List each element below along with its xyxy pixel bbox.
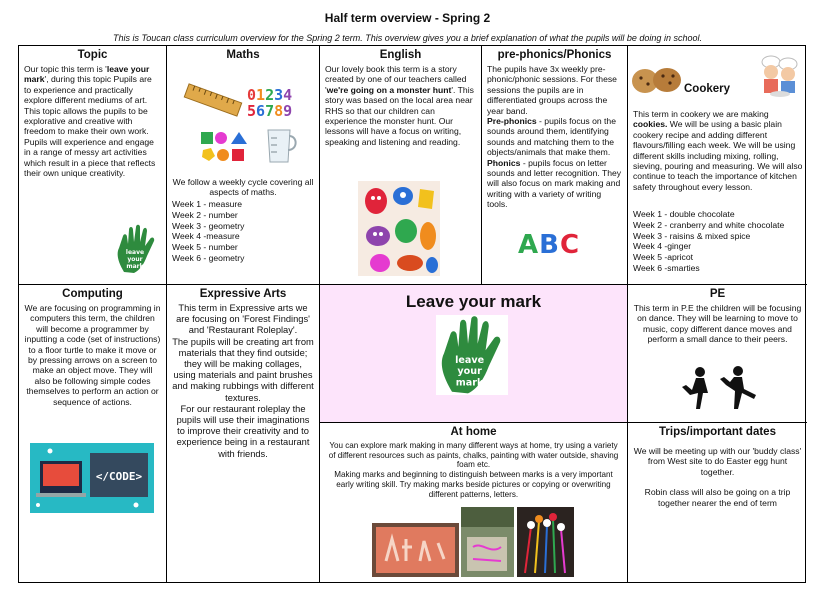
- svg-text:mark: mark: [126, 263, 144, 270]
- green-hand-logo-small: [114, 224, 159, 274]
- cookery-weeks-list: [633, 209, 784, 274]
- english-cell: [320, 46, 482, 285]
- cookies-image: [631, 66, 683, 96]
- maths-week-5: Week 5 - number: [172, 242, 238, 253]
- topic-cell: [19, 46, 167, 285]
- salt-tray-writing-image: [372, 523, 459, 577]
- cookery-week-1: Week 1 - double chocolate: [633, 209, 735, 219]
- phonics-text: Phonics - pupils focus on letter sounds and letter recognition. They will also focus on mark making and writing with a variety of writing tools.: [487, 157, 622, 210]
- topic-heading: Topic: [77, 49, 108, 61]
- expressive-arts-heading: Expressive Arts: [199, 288, 287, 300]
- maths-cell: [167, 46, 320, 285]
- computing-heading: Computing: [62, 288, 123, 300]
- pe-cell: [628, 285, 807, 423]
- chef-kids-image: [756, 52, 802, 98]
- code-label: </CODE>: [95, 470, 143, 483]
- cookery-item: cookies.: [633, 119, 668, 130]
- svg-text:mark: mark: [455, 377, 484, 389]
- maths-week-6: Week 6 - geometry: [172, 252, 245, 263]
- cookery-week-3: Week 3 - raisins & mixed spice: [633, 230, 751, 241]
- at-home-text-1: You can explore mark making in many different ways at home, try using a variety of different resources such as paints, chalks, painting with water outside, shaving foam etc.: [328, 441, 619, 470]
- svg-text:leave: leave: [125, 249, 145, 256]
- phonics-intro: The pupils have 3x weekly pre-phonic/phonic sessions. For these sessions the pupils are in differentiated groups across the year band.: [487, 64, 617, 116]
- cookery-week-5: Week 5 -apricot: [633, 252, 694, 263]
- expressive-text-2: The pupils will be creating art from materials that they find outside; they will be making collages, using materials and paint brushes and making rubbings with different textures.: [172, 336, 314, 403]
- abc-letters-image: ABC: [518, 230, 581, 260]
- trips-text-1: We will be meeting up with our 'buddy class' from West site to do Easter egg hunt together.: [633, 446, 802, 477]
- paint-brushes-image: [517, 507, 574, 577]
- maths-week-3: Week 3 - geometry: [172, 220, 245, 231]
- cookery-text: This term in cookery we are making cookies. We will be using a basic plain cookery recipe and adding different flavours/filling each week. We will be using different skills including mixing, rolling, sieving, pouring and measuring. We will also continue to teach the importance of kitchen safety throughout every lesson.: [633, 109, 803, 192]
- english-text: Our lovely book this term is a story created by one of our teachers called 'we're going on a monster hunt'. This story was based on the local area near RHS so that our children can experience the monster hunt. Our lessons will have a focus on writing, speaking and listening and reading.: [325, 64, 474, 147]
- page-title: Half term overview - Spring 2: [324, 11, 491, 25]
- maths-week-1: Week 1 - measure: [172, 199, 243, 209]
- at-home-heading: At home: [450, 426, 497, 438]
- cookery-cell: [628, 46, 807, 285]
- expressive-text-1: This term in Expressive arts we are focusing on 'Forest Findings' and 'Restaurant Roleplay'.: [176, 303, 310, 336]
- maths-heading: Maths: [226, 49, 260, 61]
- maths-week-2: Week 2 - number: [172, 209, 238, 220]
- topic-name: leave your mark: [24, 64, 150, 85]
- maths-week-4: Week 4 -measure: [172, 231, 240, 242]
- trips-heading: Trips/important dates: [659, 426, 776, 438]
- ruler-icon: [183, 83, 243, 118]
- pe-heading: PE: [709, 288, 726, 300]
- trips-text-2: Robin class will also be going on a trip together nearer the end of term: [644, 487, 791, 508]
- maths-intro: We follow a weekly cycle covering all aspects of maths.: [172, 177, 314, 198]
- dancers-silhouette-image: [678, 365, 762, 411]
- at-home-text-2: Making marks and beginning to distinguish between marks is a very important early writing skill. Try making marks beside pictures or copying or overwriting different patterns, letters.: [334, 470, 613, 499]
- shapes-icon: [199, 130, 249, 162]
- phonics-cell: [482, 46, 628, 285]
- pe-text: This term in P.E the children will be focusing on dance. They will be learning to move to music, copy different dance moves and perform a small dance to their peers.: [633, 303, 802, 345]
- topic-text-2: Pupils will experience and engage in a range of messy art activities which result in a piece that reflects their own unique creativity.: [24, 136, 156, 179]
- svg-text:leave: leave: [455, 355, 485, 366]
- phonics-heading: pre-phonics/Phonics: [497, 49, 612, 61]
- cookery-week-6: Week 6 -smarties: [633, 262, 700, 273]
- overview-grid: [18, 45, 806, 583]
- monster-drawings-image: [358, 181, 440, 276]
- code-laptop-image: [30, 443, 154, 513]
- at-home-cell: [320, 423, 628, 582]
- svg-text:your: your: [457, 366, 482, 378]
- measuring-jug-icon: [262, 126, 300, 164]
- maths-weeks-list: [172, 199, 244, 264]
- cookery-week-4: Week 4 -ginger: [633, 241, 692, 252]
- centre-heading: Leave your mark: [405, 292, 542, 311]
- english-heading: English: [379, 49, 422, 61]
- cookery-heading: Cookery: [684, 83, 731, 95]
- trips-cell: [628, 423, 807, 582]
- computing-text: We are focusing on programming in computers this term, the children will become a programmer by inputting a code (set of instructions) to a floor turtle to make it move or by pressing arrows on a screen to make an object move. They will also be following simple codes themselves to perform an action or sequence of actions.: [24, 303, 161, 407]
- svg-text:your: your: [127, 256, 143, 263]
- pre-phonics-text: Pre-phonics - pupils focus on the sounds around them, identifying sounds and matching them to the objects/animals that make them.: [487, 116, 616, 158]
- chalk-drawing-image: [461, 507, 514, 577]
- page-subtitle: This is Toucan class curriculum overview for the Spring 2 term. This overview gives you a brief explanation of what the pupils will be doing in school.: [113, 33, 702, 43]
- expressive-arts-cell: [167, 285, 320, 582]
- topic-text: Our topic this term is 'leave your mark', during this topic Pupils are to experience and practically explore different mediums of art. This topic allows the pupils to be explorative and creative with freedom to make their own work.: [24, 64, 152, 137]
- leave-your-mark-cell: [320, 285, 628, 423]
- green-hand-logo: [436, 315, 508, 395]
- computing-cell: [19, 285, 167, 582]
- book-title: we're going on a monster hunt: [326, 84, 452, 95]
- cookery-week-2: Week 2 - cranberry and white chocolate: [633, 219, 785, 230]
- expressive-text-3: For our restaurant roleplay the pupils will use their imaginations to improve their creativity and to experience being in a restaurant with friends.: [176, 403, 310, 459]
- number-digits-image: 01234 56789: [247, 86, 293, 120]
